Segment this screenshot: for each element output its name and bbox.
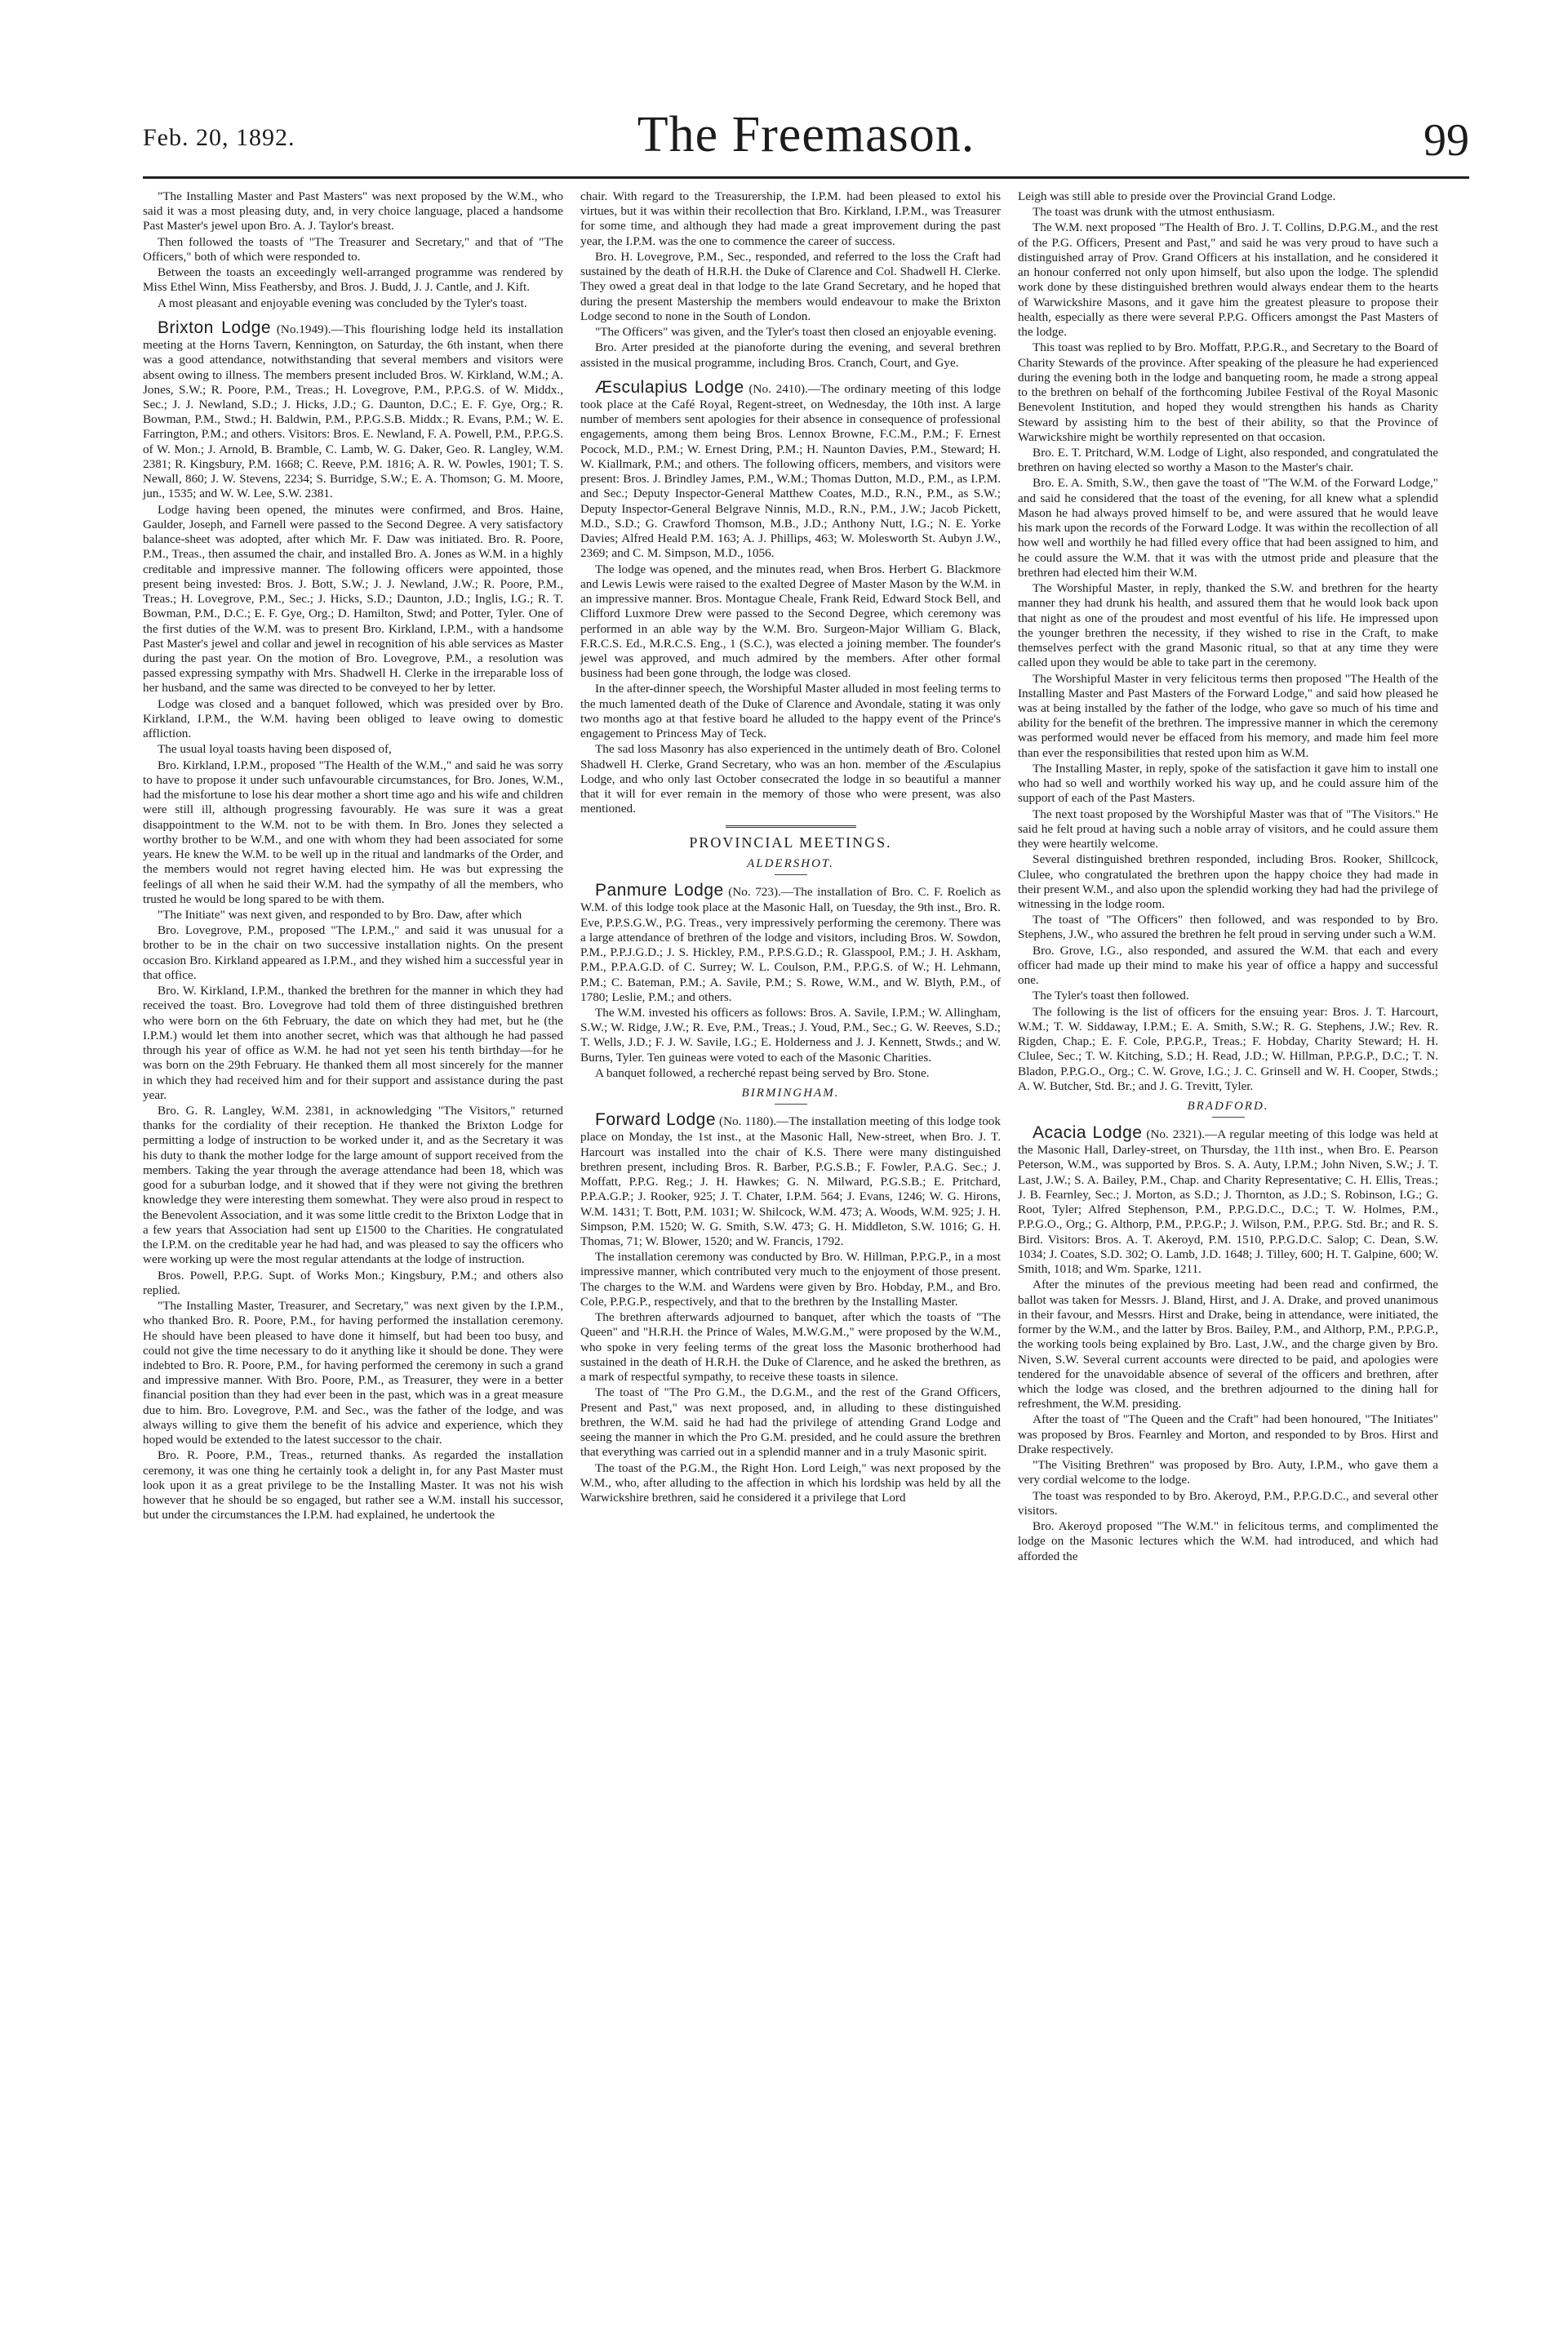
paragraph: —A regular meeting of this lodge was held at the Masonic Hall, Darley-street, on Thursday, the 11th inst., when Bro. E. Pearson Peterson, W.M., was supported by Bros. S. A. Auty, I.P.M.; John Niven, S.W.; J. T. Last, J.W.; S. A. Bailey, P.M., Chap. and Charity Representative; C. H. Ellis, Treas.; J. B. Fearnley, Sec.; J. Morton, as S.D.; J. Thornton, as J.D.; S. Robinson, I.G.; G. Root, Tyler; Alfred Stephenson, P.M., P.P.G.D.C., D.C.; T. W. Holmes, P.M., P.P.G.O., Org.; G. Althorp, P.M., P.P.G.P.; J. Wilson, P.M., P.P.G. Std. Br.; and R. S. Bird. Visitors: Bros. A. T. Akeroyd, P.M. 1510, P.P.G.D.C. Salop; C. Dean, S.W. 1034; J. Coates, S.D. 302; O. Lamb, J.D. 1648; J. Tilley, 600; H. T. Galpine, 600; W. Smith, 1018; and Wm. Sparke, 1211.: [1018, 1127, 1439, 1277]
paragraph: A most pleasant and enjoyable evening was concluded by the Tyler's toast.: [158, 296, 527, 310]
paragraph: The lodge was opened, and the minutes read, when Bros. Herbert G. Blackmore and Lewis Lewis were raised to the exalted Degree of Master Mason by the W.M. in an impressive manner. Bros. Montague Cheale, Frank Reid, Edward Stock Bell, and Clifford Luxmore Drew were passed to the Second Degree, which ceremony was performed in an able way by the W.M. Bro. Surgeon-Major William G. Black, F.R.C.S. Ed., M.R.C.S. Eng., 1 (S.C.), was elected a joining member. The founder's jewel was approved, and much admired by the members. After other formal business had been gone through, the lodge was closed.: [580, 562, 1001, 681]
paragraph: "The Installing Master, Treasurer, and Secretary," was next given by the I.P.M., who thanked Bro. R. Poore, P.M., for having performed the installation ceremony. He should have been pleased to have done it himself, but had been too busy, and could not give the time necessary to do it anything like it should be done. They were indebted to Bro. R. Poore, P.M., for having performed the ceremony in such a grand and impressive manner. With Bro. Poore, P.M., as Treasurer, they were in a better financial position than they had ever been in the past, which was in a great measure due to him. Bro. Lovegrove, P.M. and Sec., was the father of the lodge, and was always willing to give them the benefit of his advice and experience, which they hoped would be extended to the latest successor to the chair.: [143, 1299, 563, 1447]
issue-date: Feb. 20, 1892.: [143, 124, 295, 151]
paragraph: Lodge was closed and a banquet followed, which was presided over by Bro. Kirkland, I.P.M., the W.M. having been obliged to leave owing to domestic affliction.: [143, 696, 563, 741]
paragraph: Bro. E. T. Pritchard, W.M. Lodge of Light, also responded, and congratulated the brethren on having elected so worthy a Mason to the Master's chair.: [1018, 445, 1438, 475]
lodge-report-acacia: [1018, 1122, 1438, 1277]
paragraph: Bro. E. A. Smith, S.W., then gave the toast of "The W.M. of the Forward Lodge," and said he considered that the toast of the evening, for all knew what a splendid Mason he had always proved himself to be, and were assured that he would leave his mark upon the records of the Forward Lodge. It was within the recollection of all how well and worthily he had filled every office that had been assigned to him, and he could assure the W.M. that it was with the utmost pride and pleasure that the brethren had elected him their W.M.: [1018, 476, 1438, 580]
section-heading: PROVINCIAL MEETINGS.: [689, 834, 892, 851]
page-number: 99: [1424, 115, 1469, 166]
paragraph: In the after-dinner speech, the Worshipful Master alluded in most feeling terms to the much lamented death of the Duke of Clarence and Avondale, stating it was only two months ago at that festive board he alluded to the happy event of the Prince's engagement to Princess May of Teck.: [580, 682, 1001, 741]
paragraph: Lodge having been opened, the minutes were confirmed, and Bros. Haine, Gaulder, Joseph, and Farnell were passed to the Second Degree. A very satisfactory balance-sheet was adopted, after which Mr. F. Daw was initiated. Bro. R. Poore, P.M., Treas., then assumed the chair, and installed Bro. A. Jones as W.M. in a highly creditable and impressive manner. The following officers were appointed, those present being invested: Bros. J. Bott, S.W.; J. J. Newland, J.W.; R. Poore, P.M., Treas.; H. Lovegrove, P.M., Sec.; J. Hicks, S.D.; Daunton, J.D.; Inglis, I.G.; R. T. Bowman, P.M., D.C.; E. F. Gye, Org.; D. Hamilton, Stwd; and Potter, Tyler. One of the first duties of the W.M. was to present Bro. Kirkland, I.P.M., with a handsome Past Master's jewel and collar and jewel in recognition of his able services as Master during the past year. On the motion of Bro. Lovegrove, P.M., a resolution was passed expressing sympathy with Mrs. Shadwell H. Clerke in the irreparable loss of her husband, and the same was directed to be conveyed to her by letter.: [143, 502, 563, 696]
paragraph: Between the toasts an exceedingly well-arranged programme was rendered by Miss Ethel Winn, Miss Feathersby, and Bros. J. Budd, J. J. Cantle, and J. Kift.: [143, 265, 563, 295]
paragraph: This toast was replied to by Bro. Moffatt, P.P.G.R., and Secretary to the Board of Charity Stewards of the province. After speaking of the pleasure he had experienced during the evening both in the lodge and banqueting room, he made a strong appeal to the brethren on behalf of the forthcoming Jubilee Festival of the Royal Masonic Benevolent Institution, and hoped they would strengthen his hands as Charity Steward by assisting him to the best of their ability, so that the Province of Warwickshire might be worthily represented on that occasion.: [1018, 340, 1438, 444]
lodge-name: Æsculapius Lodge: [595, 377, 744, 397]
paragraph: —The installation meeting of this lodge took place on Monday, the 1st inst., at the Masonic Hall, New-street, when Bro. J. T. Harcourt was installed into the chair of K.S. There were many distinguished brethren present, including Bros. R. Barber, P.G.S.B.; F. Fowler, P.A.G. Sec.; J. Moffatt, P.P.G. Reg.; J. H. Hawkes; G. N. Milward, P.G.S.B.; E. Pritchard, P.P.A.G.P.; J. Rooker, 925; J. T. Chater, I.P.M. 564; J. Evans, 1246; W. G. Hirons, W.M. 1431; T. Bott, P.M. 1031; W. Shilcock, W.M. 473; A. Woods, W.M. 925; J. H. Simpson, P.M. 1520; W. G. Smith, S.W. 473; G. H. Middleton, S.W. 1016; G. H. Thomas, 71; W. Blower, 1520; and W. Francis, 1792.: [580, 1114, 1001, 1248]
paragraph: The W.M. next proposed "The Health of Bro. J. T. Collins, D.P.G.M., and the rest of the P.G. Officers, Present and Past," and said he was very proud to have such a distinguished array of Prov. Grand Officers at his installation, and he considered it an honour conferred not only upon himself, but also upon the lodge. The splendid work done by these distinguished brethren would always endear them to the hearts of Warwickshire Masons, and it gave him the greatest pleasure to propose their health, especially as there were several P.P.G. Officers amongst the Past Masters of the lodge.: [1018, 220, 1438, 340]
paragraph: Bro. Grove, I.G., also responded, and assured the W.M. that each and every officer had made up their mind to make his year of office a happy and successful one.: [1018, 943, 1438, 988]
paragraph: A banquet followed, a recherché repast being served by Bro. Stone.: [595, 1065, 930, 1080]
paragraph: The Tyler's toast then followed.: [1033, 989, 1189, 1003]
town-heading: BIRMINGHAM.: [741, 1087, 840, 1100]
paragraph: The installation ceremony was conducted by Bro. W. Hillman, P.P.G.P., in a most impressive manner, which contributed very much to the enjoyment of those present. The charges to the W.M. and Wardens were given by Bro. Hobday, P.M., and Bro. Cole, P.P.G.P., respectively, and that to the brethren by the Installing Master.: [580, 1250, 1001, 1309]
town-heading: BRADFORD.: [1187, 1100, 1269, 1114]
paragraph: The toast of "The Pro G.M., the D.G.M., and the rest of the Grand Officers, Present and Past," was next proposed, and, in alluding to these distinguished brethren, the W.M. said he had had the privilege of attending Grand Lodge and seeing the manner in which the Pro G.M. presided, and he could assure the brethren that everything was carried out in a splendid manner and in a truly Masonic spirit.: [580, 1385, 1001, 1460]
paragraph: Bro. R. Poore, P.M., Treas., returned thanks. As regarded the installation ceremony, it was one thing he certainly took a delight in, for any Past Master must look upon it as a great privilege to be the Installing Master. It was not his wish however that he should be so engaged, but rather see a W.M. install his successor, but under the circumstances the I.P.M. had explained, he undertook the: [143, 1448, 563, 1523]
column-3: [1018, 189, 1438, 1565]
paragraph: Bro. Akeroyd proposed "The W.M." in felicitous terms, and complimented the lodge on the Masonic lectures which the W.M. had introduced, and which had afforded the: [1018, 1519, 1438, 1563]
page-header: [143, 106, 1469, 171]
paragraph: The toast of the P.G.M., the Right Hon. Lord Leigh," was next proposed by the W.M., who, after alluding to the affection in which his lordship was held by all the Warwickshire brethren, said he considered it a privilege that Lord: [580, 1460, 1001, 1505]
paragraph: "The Officers" was given, and the Tyler's toast then closed an enjoyable evening.: [595, 325, 997, 340]
lodge-name: Panmure Lodge: [595, 881, 724, 900]
short-divider: [775, 1104, 807, 1105]
paragraph: —This flourishing lodge held its installation meeting at the Horns Tavern, Kennington, on Saturday, the 6th instant, when there was a good attendance, notwithstanding that several members and visitors were absent owing to illness. The members present included Bros. W. Kirkland, W.M.; A. Jones, S.W.; R. Poore, P.M., Treas.; H. Lovegrove, P.M., P.P.G.S. of W. Middx., Sec.; J. J. Newland, S.D.; J. Hicks, J.D.; G. Daunton, D.C.; E. F. Gye, Org.; R. Bowman, P.M., Stwd.; H. Baldwin, P.M., P.P.G.S.B. Middx.; R. Evans, P.M.; W. E. Farrington, P.M.; and others. Visitors: Bros. E. Newland, F. A. Powell, P.M., P.P.G.S. of W. Mon.; J. Arnold, B. Bramble, C. Lamb, W. G. Daker, Geo. R. Langley, W.M. 2381; R. Kingsbury, P.M. 1668; C. Reeve, P.M. 1816; A. R. W. Powles, 1901; T. S. Newall, 860; J. W. Stevens, 2234; S. Burridge, S.W.; E. A. Thomson; G. M. Moore, jun., 1535; and W. W. Lee, S.W. 2381.: [143, 322, 563, 501]
lodge-report-panmure: [580, 880, 1001, 1005]
paragraph: Several distinguished brethren responded, including Bros. Rooker, Shillcock, Clulee, who congratulated the brethren upon the happy choice they had made in their present W.M., and also upon the splendid working they had had the privilege of witnessing in the lodge room.: [1018, 852, 1439, 912]
lodge-report-brixton: [143, 318, 563, 502]
lodge-report-aesculapius: [580, 377, 1001, 562]
lodge-name: Acacia Lodge: [1033, 1123, 1143, 1143]
paragraph: Bro. W. Kirkland, I.P.M., thanked the brethren for the manner in which they had received the toast. Bro. Lovegrove had told them of three distinguished brethren who were born on the 6th February, the date on which they had met, but he (the I.P.M.) would let them into another secret, which was that although he had passed through his year of office as W.M. he had not yet seen his tenth birthday—for he was born on the 29th February. He thanked them all most sincerely for the manner in which they had received him and for their support and assistance during the past year.: [143, 984, 563, 1102]
lodge-number: (No. 723).: [728, 885, 781, 900]
paragraph: Bros. Powell, P.P.G. Supt. of Works Mon.; Kingsbury, P.M.; and others also replied.: [143, 1268, 563, 1297]
paragraph: The toast of "The Officers" then followed, and was responded to by Bro. Stephens, J.W., who assured the brethren he felt proud in serving under such a W.M.: [1018, 913, 1438, 942]
paragraph: After the minutes of the previous meeting had been read and confirmed, the ballot was taken for Messrs. J. Bland, Hirst, and J. A. Drake, and proved unanimous in their favour, and Messrs. Hirst and Drake, being in attendance, were initiated, the former by the W.M., and the latter by Bros. Bailey, P.M., and Althorp, P.M., P.P.G.P., the working tools being explained by Bro. Last, J.W., and the charge given by Bro. Niven, S.W. Several current accounts were directed to be paid, and apologies were tendered for the unavoidable absence of several of the officers and brethren, after which the lodge was closed, and the brethren adjourned to the dining hall for refreshment, the W.M. presiding.: [1018, 1278, 1438, 1411]
paragraph: Bro. Arter presided at the pianoforte during the evening, and several brethren assisted in the musical programme, including Bros. Cranch, Court, and Gye.: [580, 340, 1001, 370]
paragraph: The toast was drunk with the utmost enthusiasm.: [1033, 205, 1275, 220]
paragraph: The next toast proposed by the Worshipful Master was that of "The Visitors." He said he felt proud at having such a noble array of visitors, and he could assure them they were heartily welcome.: [1018, 807, 1438, 851]
lodge-name: Brixton Lodge: [158, 318, 272, 337]
paragraph: Leigh was still able to preside over the Provincial Grand Lodge.: [1018, 189, 1336, 203]
paragraph: "The Installing Master and Past Masters" was next proposed by the W.M., who said it was a most pleasing duty, and, in very choice language, placed a handsome Past Master's jewel upon Bro. A. J. Taylor's breast.: [143, 189, 563, 233]
town-heading: ALDERSHOT.: [747, 857, 834, 871]
paragraph: The Worshipful Master, in reply, thanked the S.W. and brethren for the hearty manner they had drunk his health, and assured them that he would look back upon that night as one of the proudest and most eventful of his life. He impressed upon the younger brethren the necessity, if they wished to rise in the Craft, to make themselves perfect with the grand Masonic ritual, so that at any time they were called upon they would be able to take part in the ceremony.: [1018, 581, 1438, 670]
lodge-number: (No. 2410).: [748, 381, 808, 396]
masthead-title: The Freemason.: [637, 107, 975, 162]
column-1: [143, 189, 563, 1524]
paragraph: —The installation of Bro. C. F. Roelich as W.M. of this lodge took place at the Masonic Hall, on Tuesday, the 9th inst., Bro. R. Eve, P.P.S.G.W., P.G. Treas., very impressively performing the ceremony. There was a large attendance of brethren of the lodge and visitors, including Bros. W. Sowdon, P.M., P.P.J.G.D.; J. S. Hickley, P.M., P.P.S.G.D.; R. Glasspool, P.M.; J. H. Askham, P.M., P.P.A.G.D. of C. Surrey; W. L. Coulson, P.M., P.P.G.S. of W.; H. Lehmann, P.M.; C. Bateman, P.M.; A. Savile, P.M.; S. Rowe, W.M., and W. Blyth, P.M., of 1780; Leslie, P.M.; and others.: [580, 885, 1001, 1004]
paragraph: After the toast of "The Queen and the Craft" had been honoured, "The Initiates" was proposed by Bros. Fearnley and Morton, and responded to by Bros. Hirst and Drake respectively.: [1018, 1412, 1438, 1456]
paragraph: Then followed the toasts of "The Treasurer and Secretary," and that of "The Officers," both of which were responded to.: [143, 234, 563, 264]
paragraph: Bro. Lovegrove, P.M., proposed "The I.P.M.," and said it was unusual for a brother to be in the chair on two successive installation nights. On the present occasion Bro. Kirkland appeared as I.P.M., and they wished him a successful year in that office.: [143, 923, 563, 982]
column-2: [580, 189, 1001, 1506]
lodge-number: (No. 1180).: [719, 1114, 777, 1129]
short-divider: [1212, 1117, 1245, 1118]
header-rule: [143, 176, 1469, 179]
lodge-report-forward: [580, 1109, 1001, 1249]
short-divider: [775, 874, 807, 875]
paragraph: The W.M. invested his officers as follows: Bros. A. Savile, I.P.M.; W. Allingham, S.W.; W. Ridge, J.W.; R. Eve, P.M., Treas.; J. Youd, P.M., Sec.; G. W. Reeves, S.D.; T. Wells, J.D.; F. J. W. Savile, I.G.; E. Holderness and J. J. Kennett, Stwds.; and W. Burns, Tyler. Ten guineas were voted to each of the Masonic Charities.: [580, 1005, 1001, 1065]
paragraph: The following is the list of officers for the ensuing year: Bros. J. T. Harcourt, W.M.; T. W. Siddaway, I.P.M.; E. A. Smith, S.W.; R. G. Stephens, J.W.; Rev. R. Rigden, Chap.; E. F. Cole, P.P.G.P., Treas.; F. Hobday, Charity Steward; H. H. Clulee, Sec.; T. W. Kitching, S.D.; H. Read, J.D.; W. Hillman, P.P.G.P., D.C.; T. N. Bladon, P.P.G.O., Org.; C. W. Grove, I.G.; J. C. Grinsell and W. H. Cooper, Stwds.; A. W. Butcher, Std. Br.; and J. G. Trevitt, Tyler.: [1018, 1004, 1438, 1093]
paragraph: —The ordinary meeting of this lodge took place at the Café Royal, Regent-street, on Wednesday, the 10th inst. A large number of members sent apologies for their absence in consequence of professional engagements, among them being Bros. Lennox Browne, F.C.M., P.M.; F. Ernest Pocock, M.D., P.M.; W. Ernest Dring, P.M.; H. Naunton Davies, P.M., Steward; H. W. Kiallmark, P.M.; and others. The following officers, members, and visitors were present: Bros. J. Brindley James, P.M., W.M.; Thomas Dutton, M.D., P.M., as I.P.M. and Sec.; Deputy Inspector-General Matthew Coates, M.D., R.N., P.M., as S.W.; Deputy Inspector-General Belgrave Ninnis, M.D., R.N., P.M., J.W.; Jacob Pickett, M.D., S.D.; G. Crawford Thomson, M.B., J.D.; Anthony Nutt, I.G.; N. E. Yorke Davies; Alfred Heald P.M. 163; A. J. Phillips, 463; W. Molesworth St. Aubyn J.W., 2369; and C. M. Simpson, M.D., 1056.: [580, 381, 1002, 561]
lodge-number: (No.1949).: [276, 322, 331, 336]
lodge-number: (No. 2321).: [1146, 1127, 1206, 1142]
paragraph: The Worshipful Master in very felicitous terms then proposed "The Health of the Installing Master and Past Masters of the Forward Lodge," and said how pleased he was at being installed by the father of the lodge, who gave so much of his time and ability for the benefit of the brethren. The impressive manner in which the ceremony was performed would never be effaced from his memory, and made him feel more than ever the responsibilities that rested upon him as W.M.: [1018, 671, 1438, 760]
paragraph: The toast was responded to by Bro. Akeroyd, P.M., P.P.G.D.C., and several other visitors.: [1018, 1488, 1438, 1518]
paragraph: The usual loyal toasts having been disposed of,: [158, 742, 392, 757]
paragraph: chair. With regard to the Treasurership, the I.P.M. had been pleased to extol his virtues, but it was within their recollection that Bro. Kirkland, I.P.M., was Treasurer for some time, and although they had made a great improvement during the past year, the I.P.M. was the one to commence the career of success.: [580, 189, 1001, 248]
paragraph: Bro. Kirkland, I.P.M., proposed "The Health of the W.M.," and said he was sorry to have to propose it under such unfavourable circumstances, for Bro. Jones, W.M., had the misfortune to lose his dear mother a short time ago and his wife and children were still ill, although progressing favourably. He was sure it was a great disappointment to the W.M. not to be with them. In Bro. Jones they selected a worthy brother to be W.M., and one with whom they had been associated for some years. He knew the W.M. to be well up in the ritual and landmarks of the Order, and the members would not regret having elected him. He was but expressing the feelings of all when he said their W.M. had the sympathy of all the members, who trusted he would be long spared to be with them.: [143, 758, 563, 906]
paragraph: "The Visiting Brethren" was proposed by Bro. Auty, I.P.M., who gave them a very cordial welcome to the lodge.: [1018, 1458, 1438, 1487]
paragraph: The brethren afterwards adjourned to banquet, after which the toasts of "The Queen" and "H.R.H. the Prince of Wales, M.W.G.M.," were proposed by the W.M., who spoke in very feeling terms of the great loss the Masonic brotherhood had sustained in the death of H.R.H. the Duke of Clarence, and he asked the brethren, as a mark of respectful sympathy, to receive these toasts in silence.: [580, 1310, 1001, 1385]
paragraph: The sad loss Masonry has also experienced in the untimely death of Bro. Colonel Shadwell H. Clerke, Grand Secretary, who was an hon. member of the Æsculapius Lodge, and who only last October consecrated the lodge in so beautiful a manner that it will for ever remain in the memory of those who were present, was also mentioned.: [580, 742, 1001, 816]
paragraph: Bro. H. Lovegrove, P.M., Sec., responded, and referred to the loss the Craft had sustained by the death of H.R.H. the Duke of Clarence and Col. Shadwell H. Clerke. They owed a great deal in that lodge to the late Grand Secretary, and he hoped that during the present Mastership the members would endeavour to make the Brixton Lodge second to none in the South of London.: [580, 249, 1001, 323]
paragraph: Bro. G. R. Langley, W.M. 2381, in acknowledging "The Visitors," returned thanks for the cordiality of their reception. He thanked the Brixton Lodge for permitting a lodge of instruction to be worked under it, and as the Secretary it was his duty to thank the mother lodge for the large amount of support received from the members. Taking the year through the average attendance had been 18, which was good for a suburban lodge, and it showed that if they were not giving the brethren knowledge they were interesting them somewhat. They were also proud in respect to the Benevolent Association, and it was some little credit to the Brixton Lodge that in a few years that Association had sent up £1500 to the Charities. He congratulated the I.P.M. on the creditable year he had had, and was pleased to say the officers who were working up were the most regular attendants at the lodge of instruction.: [143, 1104, 563, 1267]
paragraph: "The Initiate" was next given, and responded to by Bro. Daw, after which: [158, 907, 522, 922]
paragraph: The Installing Master, in reply, spoke of the satisfaction it gave him to install one who had so well and worthily worked his way up, and he could assure him of the support of each of the Past Masters.: [1018, 761, 1438, 806]
section-divider: [726, 825, 856, 828]
lodge-name: Forward Lodge: [595, 1110, 716, 1130]
